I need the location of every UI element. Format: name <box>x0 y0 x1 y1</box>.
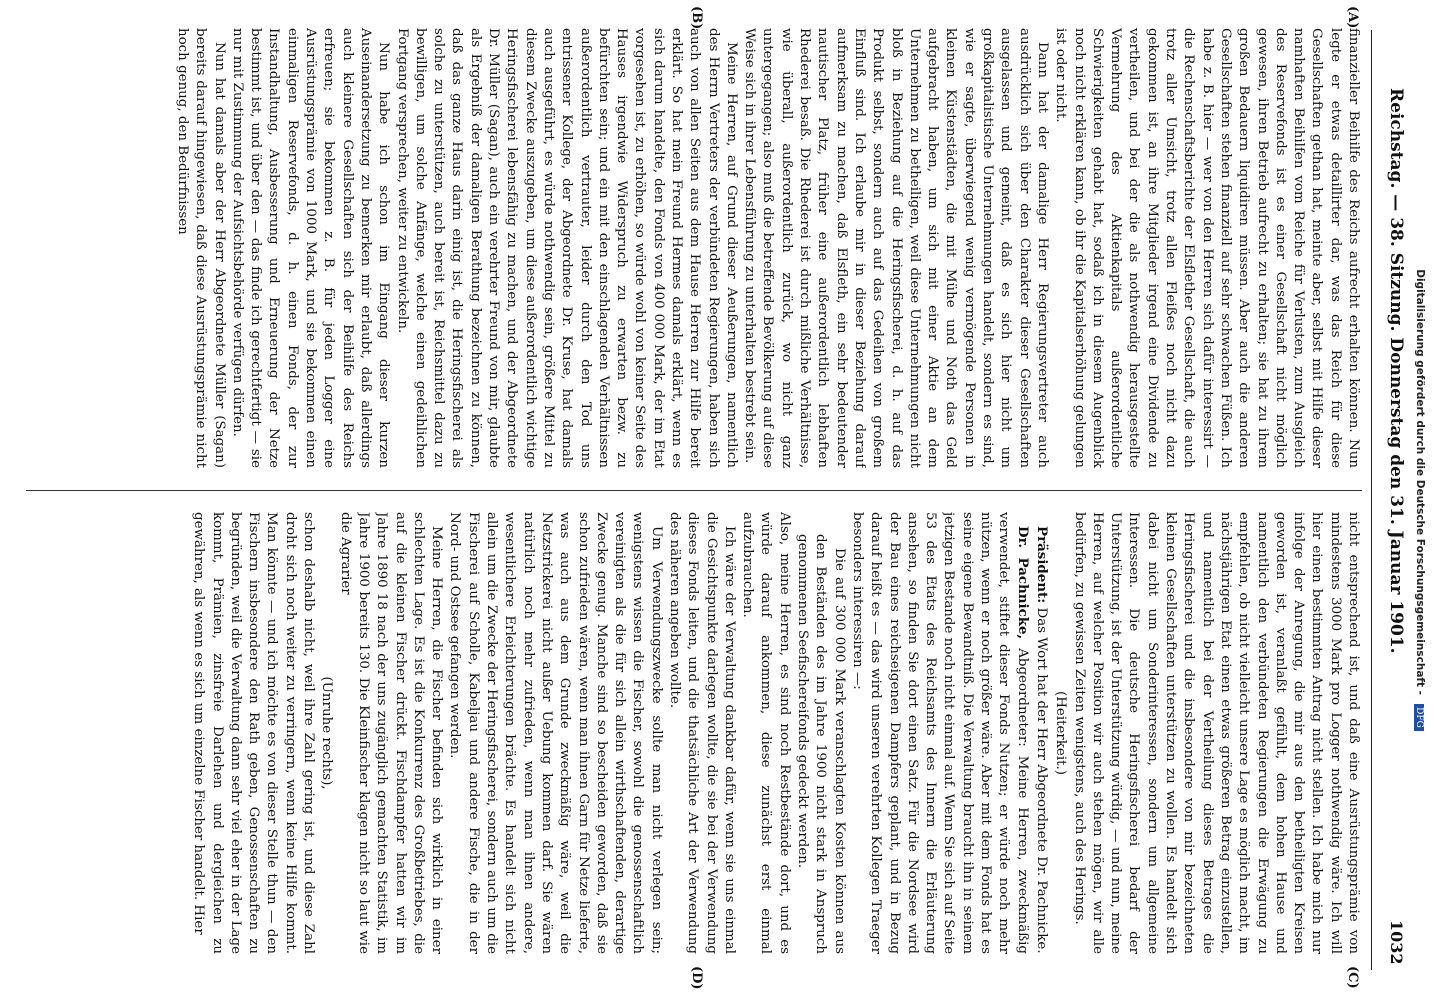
speaker-president: Präsident: <box>1033 526 1050 604</box>
margin-marker-a: (A) <box>1345 6 1360 29</box>
president-text: Das Wort hat der Herr Abgeordnete Dr. Pachnicke. <box>1033 607 1049 954</box>
margin-marker-c: (C) <box>1345 966 1360 989</box>
laughter-note: (Heiterkeit.) <box>1053 691 1069 775</box>
margin-marker-d: (D) <box>689 966 704 990</box>
paragraph: Dann hat der damalige Herr Regierungsvertreter auch ausdrücklich sich über den Charakter dieser Gesellschaften ausgelassen und gemeint, daß es sich hier nicht um großkapitalistische Unternehmungen handelt, sondern es sind, wie er sagte, überwiegend wenig vermögende Personen in kleinen Küstenstädten, die mit Mühe und Noth das Geld aufgebracht haben, um sich mit einer Aktie an dem Unternehmen zu betheiligen, weil diese Unternehmungen nicht bloß in Beziehung auf die Heringsfischerei, d. h. auf das Produkt selbst, sondern auch auf das Gedeihen von großem Einfluß sind. Ich erlaube mir in dieser Beziehung darauf aufmerksam zu machen, daß Elsfleth, ein sehr bedeutender nautischer Platz, früher eine außerordentlich lebhaften Rhederei besaß. Die Rhederei ist durch mißliche Verhältnisse, wie überall, außerordentlich zurück, wo nicht ganz untergegangen; also muß die betreffende Bevölkerung auf diese Weise sich in ihrer Lebensführung zu unterhalten bestrebt sein. <box>742 28 1050 468</box>
pachnicke-text: Abgeordneter: Meine Herren, zweckmäßig verwendet, stiftet dieser Fonds Nutzen; er würde noch mehr nützen, wenn er noch größer wäre. Aber mit dem Fonds hat es seine eigene Bewandtniß. Die Verwaltung braucht ihn in seinem jetzigen Bestande noch nicht einmal auf. Wenn Sie sich auf Seite 53 des Etats des Reichsamts des Innern die Erläuterung ansehen, so finden Sie dort einen Satz. Für die Nordsee wird der Bau eines reichseigenen Dampfers geplant, und in Bezug darauf heißt es — das wird unseren verehrten Kollegen Traeger besonders interessiren —: <box>849 512 1030 954</box>
paragraph: Nun habe ich schon im Eingang dieser kurzen Auseinandersetzung zu bemerken mir erlaubt, daß allerdings auch kleinere Gesellschaften sich der Beihilfe des Reichs erfreuen; sie bekommen z. B. für jeden Logger eine Ausrüstungsprämie von 1000 Mark, und sie bekommen einen einmaligen Reservefonds, d. h. einen Fonds, der zur Instandhaltung, Ausbesserung und Erneuerung der Netze bestimmt ist, und über den — das finde ich gerechtfertigt — sie nur mit Zustimmung der Aufsichtsbehörde verfügen dürfen. <box>229 28 392 468</box>
paragraph: nicht entsprechend ist, und daß eine Ausrüstungsprämie von mindestens 3000 Mark pro Logger nothwendig wäre. Ich will hier einen bestimmten Antrag nicht stellen. Ich habe mich nur infolge der Anregung, die mir aus den betheiligten Kreisen geworden ist, veranlaßt gefühlt, dem hohen Hause und namentlich den verbündeten Regierungen die Erwägung zu empfehlen, ob nicht vielleicht unsere Lage es möglich macht, im nächstjährigen Etat einen etwas größeren Betrag einzustellen, und namentlich bei der Vertheilung dieses Betrages die Heringsfischerei und die insbesondere von mir bezeichneten kleinen Gesellschaften unterstützen zu wollen. Es handelt sich dabei nicht um Sonderinteressen, sondern um allgemeine Interessen. Die deutsche Heringsfischerei bedarf der Unterstützung, ist der Unterstützung würdig, — und nun, meine Herren, auf welcher Position wir auch stehen mögen, wir alle bedürfen, zu gewissen Zeiten wenigstens, auch des Herings. <box>1071 512 1361 954</box>
paragraph: finanzieller Beihilfe des Reichs aufrecht erhalten können. Nun legte er etwas detaillirter dar, was das Reich für diese Gesellschaften gethan hat, meinte aber, selbst mit Hilfe dieser namhaften Beihilfen vom Reiche für Verlusten, zum Ausgleich des Reservefonds ist es einer Gesellschaft nicht möglich gewesen, ihren Betrieb aufrecht zu erhalten; sie hat zu ihrem großen Bedauern liquidiren müssen. Aber auch die anderen Gesellschaften stehen finanziell auf sehr schwachen Füßen. Ich habe z. B. hier — wer von den Herren sich dafür interessirt — die Rechenschaftsberichte der Elsflether Gesellschaft, die auch trotz aller Umsicht, trotz allen Fleißes noch nicht dazu gekommen ist, an ihre Mitglieder irgend eine Dividende zu vertheilen, und bei der die als nothwendig herausgestellte Vermehrung des Aktienkapitals außerordentliche Schwierigkeiten gehabt hat, sodaß ich in diesem Augenblick noch nicht erklären kann, ob ihr die Kapitalserhöhung gelungen ist oder nicht. <box>1053 28 1361 468</box>
paragraph: schon deshalb nicht, weil ihre Zahl gering ist, und diese Zahl droht sich noch weiter zu verringern, wenn keine Hilfe kommt. Man könnte — und ich möchte es von dieser Stelle thun — den Fischern insbesondere den Rath geben, Genossenschaften zu begründen, weil die Verwaltung dann sehr viel eher in der Lage kommt, Prämien, zinsfreie Darlehen und dergleichen zu gewähren, als wenn es sich um einzelne Fischer handelt. Hier <box>191 512 317 954</box>
paragraph: Meine Herren, die Fischer befinden sich wirklich in einer schlechten Lage. Es ist die Konkurrenz des Großbetriebes, die auf die kleinen Fischer drückt. Fischdampfer hatten wir im Jahre 1890 18 nach der uns zugänglich gemachten Statistik, im Jahre 1900 bereits 130. Die Kleinfischer klagen nicht so laut wie die Agrarier <box>337 512 445 954</box>
credit-strip <box>1416 0 1432 1000</box>
right-column <box>20 512 1362 954</box>
speaker-pachnicke: Dr. Pachnicke, <box>1014 526 1031 640</box>
dfg-logo: DFG <box>1414 704 1424 731</box>
paragraph: Meine Herren, auf Grund dieser Aeußerungen, namentlich des Herrn Vertreters der verbündeten Regierungen, haben sich auch von allen Seiten aus dem Hause Herren zur Hilfe bereit erklärt. So hat mein Freund Hermes damals erklärt, wenn es sich darum handelte, den Fonds von 400 000 Mark, der im Etat vorgesehen ist, zu erhöhen, so würde wohl von keiner Seite des Hauses irgendwie Widerspruch zu erwarten bezw. zu befürchten sein; und ein mit den einschlagenden Verhältnissen außerordentlich vertrauter, leider durch den Tod uns entrissener Kollege, der Abgeordnete Dr. Kruse, hat damals auch ausgeführt, es würde nothwendig sein, größere Mittel zu diesem Zwecke auszugeben, um diese außerordentlich wichtige Heringsfischerei lebensfähig zu machen, und der Abgeordnete Dr. Müller (Sagan), auch ein verehrter Freund von mir, glaubte als Ergebniß der damaligen Berathung bezeichnen zu können, daß das ganze Haus darin einig ist, die Heringsfischerei als solche zu unterstützen, auch bereit ist, Reichsmittel dazu zu bewilligen, um solche Anfänge, welche einen gedeihlichen Fortgang versprechen, weiter zu entwickeln. <box>394 28 739 468</box>
president-paragraph <box>1032 512 1051 954</box>
left-column <box>20 28 1362 468</box>
quoted-paragraph: Die auf 300 000 Mark veranschlagten Kosten können aus den Beständen des im Jahre 1900 nicht stark in Anspruch genommenen Seefischereifonds gedeckt werden. <box>795 534 847 954</box>
credit-line <box>1413 0 1432 1000</box>
margin-marker-b: (B) <box>689 6 704 30</box>
paragraph: Also, meine Herren, es sind noch Restbestände dort, und es würde darauf ankommen, diese zunächst erst einmal aufzubrauchen. <box>740 512 792 954</box>
pachnicke-paragraph <box>848 512 1032 954</box>
paragraph: Ich wäre der Verwaltung dankbar dafür, wenn sie uns einmal die Gesichtspunkte darlegen wollte, die sie bei der Verwendung dieses Fonds leiten, und die thatsächliche Art der Verwendung des näheren angeben wollte. <box>667 512 737 954</box>
session-heading: Reichstag. — 38. Sitzung. Donnerstag den 31. Januar 1901. <box>1386 88 1406 654</box>
page-number: 1032 <box>1387 920 1406 965</box>
column-divider <box>26 490 1362 491</box>
credit-text: Digitalisierung gefördert durch die Deutsche Forschungsgemeinschaft - <box>1414 269 1426 696</box>
unrest-note: (Unruhe rechts), <box>319 676 335 790</box>
paragraph: Nun hat damals aber der Herr Abgeordnete Müller (Sagan) bereits darauf hingewiesen, daß diese Ausrüstungsprämie nicht hoch genug, den Bedürfnissen <box>175 28 227 468</box>
paragraph: Um Verwendungszwecke sollte man nicht verlegen sein; wenigstens wissen die Fischer, sowohl die genossenschaftlich vereinigten als die für sich allein wirthschaftenden, derartige Zwecke genug. Manche sind so bescheiden geworden, daß sie schon zufrieden wären, wenn man ihnen Garn für Netze lieferte, was auch aus dem Grunde zweckmäßig wäre, weil die Netzstrickerei nicht außer Uebung kommen darf. Sie wären natürlich noch mehr zufrieden, wenn man ihnen andere, wesentlichere Erleichterungen brächte. Es handelt sich nicht allein um die Zwecke der Heringsfischerei, sondern auch um die Fischerei auf Scholle, Kabeljau und andere Fische, die in der Nord- und Ostsee gefangen werden. <box>447 512 664 954</box>
header-rule <box>1371 30 1372 970</box>
